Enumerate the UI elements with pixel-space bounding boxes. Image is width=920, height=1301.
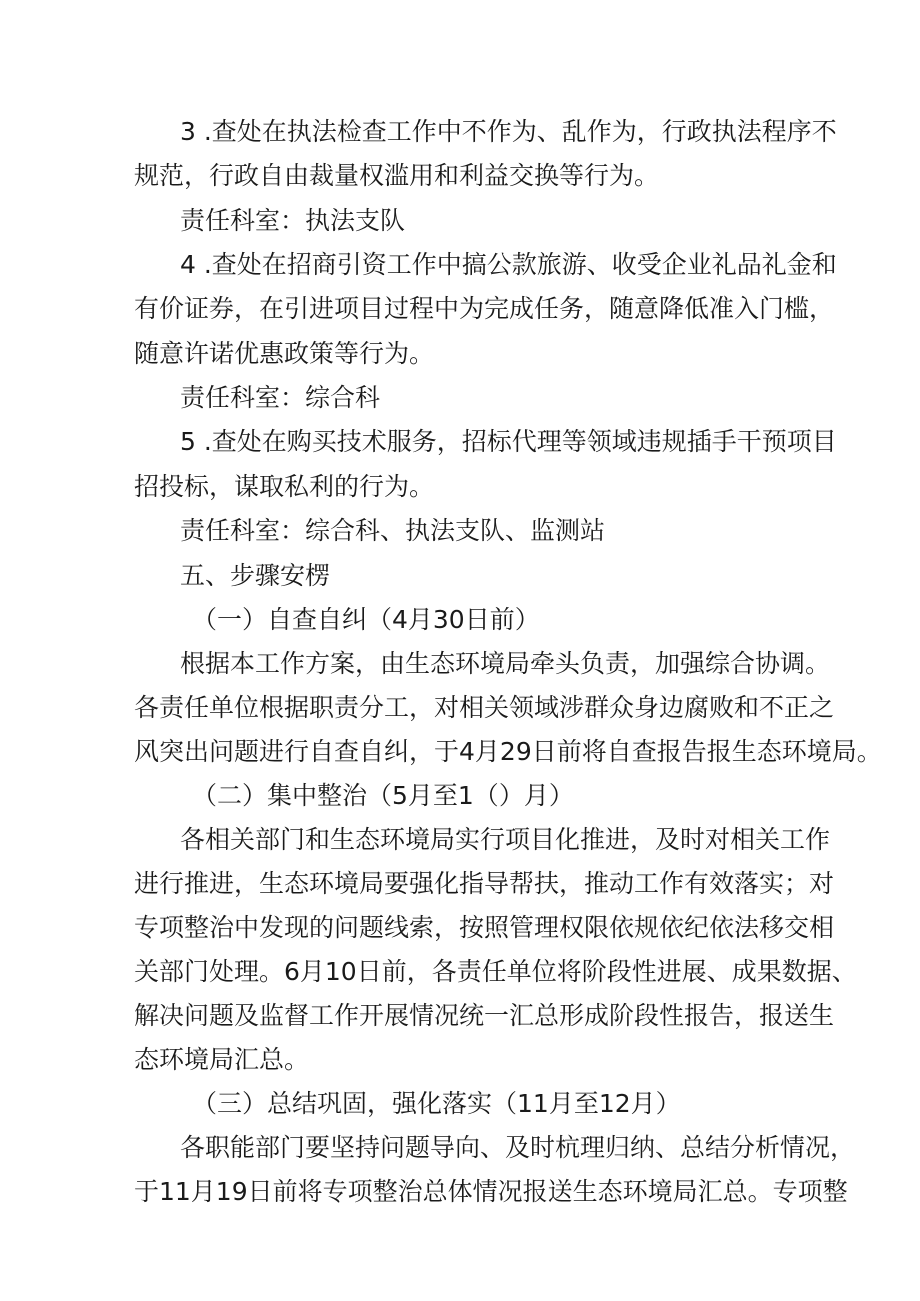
paragraph-line: 风突出问题进行自查自纠，于4月29日前将自查报告报生态环境局。 (134, 737, 882, 766)
paragraph-line: 根据本工作方案，由生态环境局牵头负责，加强综合协调。 (180, 649, 831, 678)
paragraph-line: 4 .查处在招商引资工作中搞公款旅游、收受企业礼品礼金和 (180, 250, 837, 279)
paragraph-line: 关部门处理。6月10日前，各责任单位将阶段性进展、成果数据、 (134, 957, 857, 986)
subsection-heading: （一）自查自纠（4月30日前） (192, 605, 540, 634)
paragraph-line: 解决问题及监督工作开展情况统一汇总形成阶段性报告，报送生 (134, 1001, 835, 1030)
paragraph-line: 3 .查处在执法检查工作中不作为、乱作为，行政执法程序不 (180, 117, 837, 146)
paragraph-line: 于11月19日前将专项整治总体情况报送生态环境局汇总。专项整 (134, 1177, 848, 1206)
paragraph-line: 5 .查处在购买技术服务，招标代理等领域违规插手干预项目 (180, 427, 837, 456)
paragraph-line: 态环境局汇总。 (134, 1045, 310, 1074)
paragraph-line: 各职能部门要坚持问题导向、及时杭理归纳、总结分析情况， (180, 1133, 856, 1162)
paragraph-line: 规范，行政自由裁量权滥用和利益交换等行为。 (134, 161, 660, 190)
paragraph-line: 招投标，谋取私利的行为。 (134, 472, 435, 501)
paragraph-line: 各相关部门和生态环境局实行项目化推进，及时对相关工作 (180, 825, 831, 854)
paragraph-line: 有价证券，在引进项目过程中为完成任务，随意降低准入门槛， (134, 294, 835, 323)
paragraph-line: 责任科室：综合科、执法支队、监测站 (180, 516, 606, 545)
paragraph-line: 各责任单位根据职责分工，对相关领域涉群众身边腐败和不正之 (134, 693, 835, 722)
paragraph-line: 责任科室：综合科 (180, 383, 381, 412)
paragraph-line: 责任科室：执法支队 (180, 206, 406, 235)
subsection-heading: （二）集中整治（5月至1（）月） (192, 781, 574, 810)
paragraph-line: 进行推进，生态环境局要强化指导帮扶，推动工作有效落实；对 (134, 869, 835, 898)
paragraph-line: 专项整治中发现的问题线索，按照管理权限依规依纪依法移交相 (134, 913, 835, 942)
subsection-heading: （三）总结巩固，强化落实（11月至12月） (192, 1089, 681, 1118)
section-heading: 五、步骤安楞 (180, 561, 331, 590)
paragraph-line: 随意许诺优惠政策等行为。 (134, 339, 435, 368)
